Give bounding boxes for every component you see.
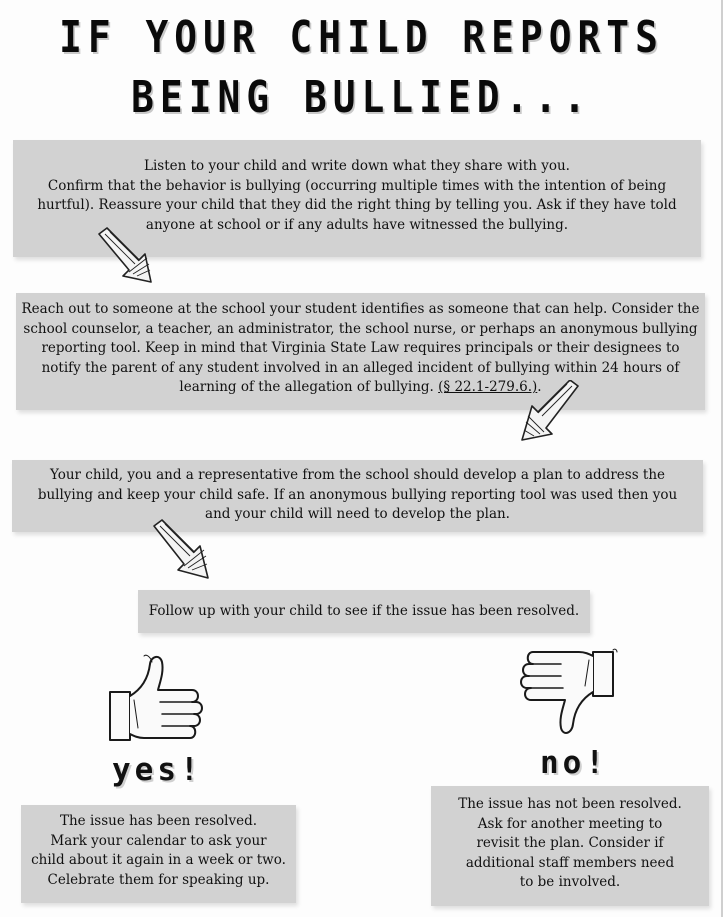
step-2-box (16, 293, 705, 410)
step-2-line: school counselor, a teacher, an administrator, the school nurse, or perhaps an anonymous bullying (23, 320, 698, 337)
not-resolved-line: revisit the plan. Consider if (476, 835, 664, 851)
step-3-box (12, 460, 703, 532)
law-citation-link[interactable]: (§ 22.1-279.6.) (438, 379, 538, 395)
down-arrow-icon (518, 380, 582, 444)
down-arrow-icon (150, 518, 214, 582)
not-resolved-line: additional staff members need (465, 854, 675, 871)
resolved-box (21, 805, 296, 903)
step-2-line: notify the parent of any student involved in an alleged incident of bullying within 24 hours of (41, 359, 680, 376)
title-line-2: BEING BULLIED... (131, 72, 592, 123)
page-title (51, 8, 673, 128)
step-2-line (20, 378, 701, 398)
title-line-1: IF YOUR CHILD REPORTS (59, 12, 664, 63)
yes-label: yes! (112, 752, 203, 788)
step-4-line: Follow up with your child to see if the issue has been resolved. (148, 603, 580, 619)
not-resolved-line: Ask for another meeting to (477, 815, 663, 832)
step-1-line: hurtful). Reassure your child that they did the right thing by telling you. Ask if they have told (37, 197, 677, 213)
resolved-line: Celebrate them for speaking up. (47, 871, 270, 888)
step-1-line: Confirm that the behavior is bullying (occurring multiple times with the intention of being (47, 177, 667, 194)
step-1-line: Listen to your child and write down what they share with you. (144, 158, 570, 174)
resolved-line: The issue has been resolved. (59, 813, 258, 829)
citation-suffix: . (537, 379, 542, 395)
not-resolved-line: The issue has not been resolved. (458, 796, 682, 812)
step-3-line: Your child, you and a representative from the school should develop a plan to address the (49, 467, 666, 483)
step-4-box (138, 590, 590, 633)
step-1-line: anyone at school or if any adults have witnessed the bullying. (145, 216, 569, 233)
not-resolved-line: to be involved. (519, 874, 621, 890)
thumbs-down-icon (513, 648, 619, 744)
thumbs-up-icon (104, 650, 210, 746)
no-label: no! (540, 745, 608, 781)
step-2-line-text: learning of the allegation of bullying. (179, 379, 439, 395)
not-resolved-box (431, 786, 709, 906)
resolved-line: child about it again in a week or two. (31, 852, 286, 868)
step-3-line: bullying and keep your child safe. If an anonymous bullying reporting tool was used then you (37, 486, 678, 503)
down-arrow-icon (95, 226, 157, 288)
step-2-line: Reach out to someone at the school your student identifies as someone that can help. Consider the (21, 301, 700, 317)
step-2-line: reporting tool. Keep in mind that Virginia State Law requires principals or their designees to (41, 340, 680, 356)
resolved-line: Mark your calendar to ask your (50, 832, 267, 849)
step-3-line: and your child will need to develop the plan. (205, 506, 510, 522)
